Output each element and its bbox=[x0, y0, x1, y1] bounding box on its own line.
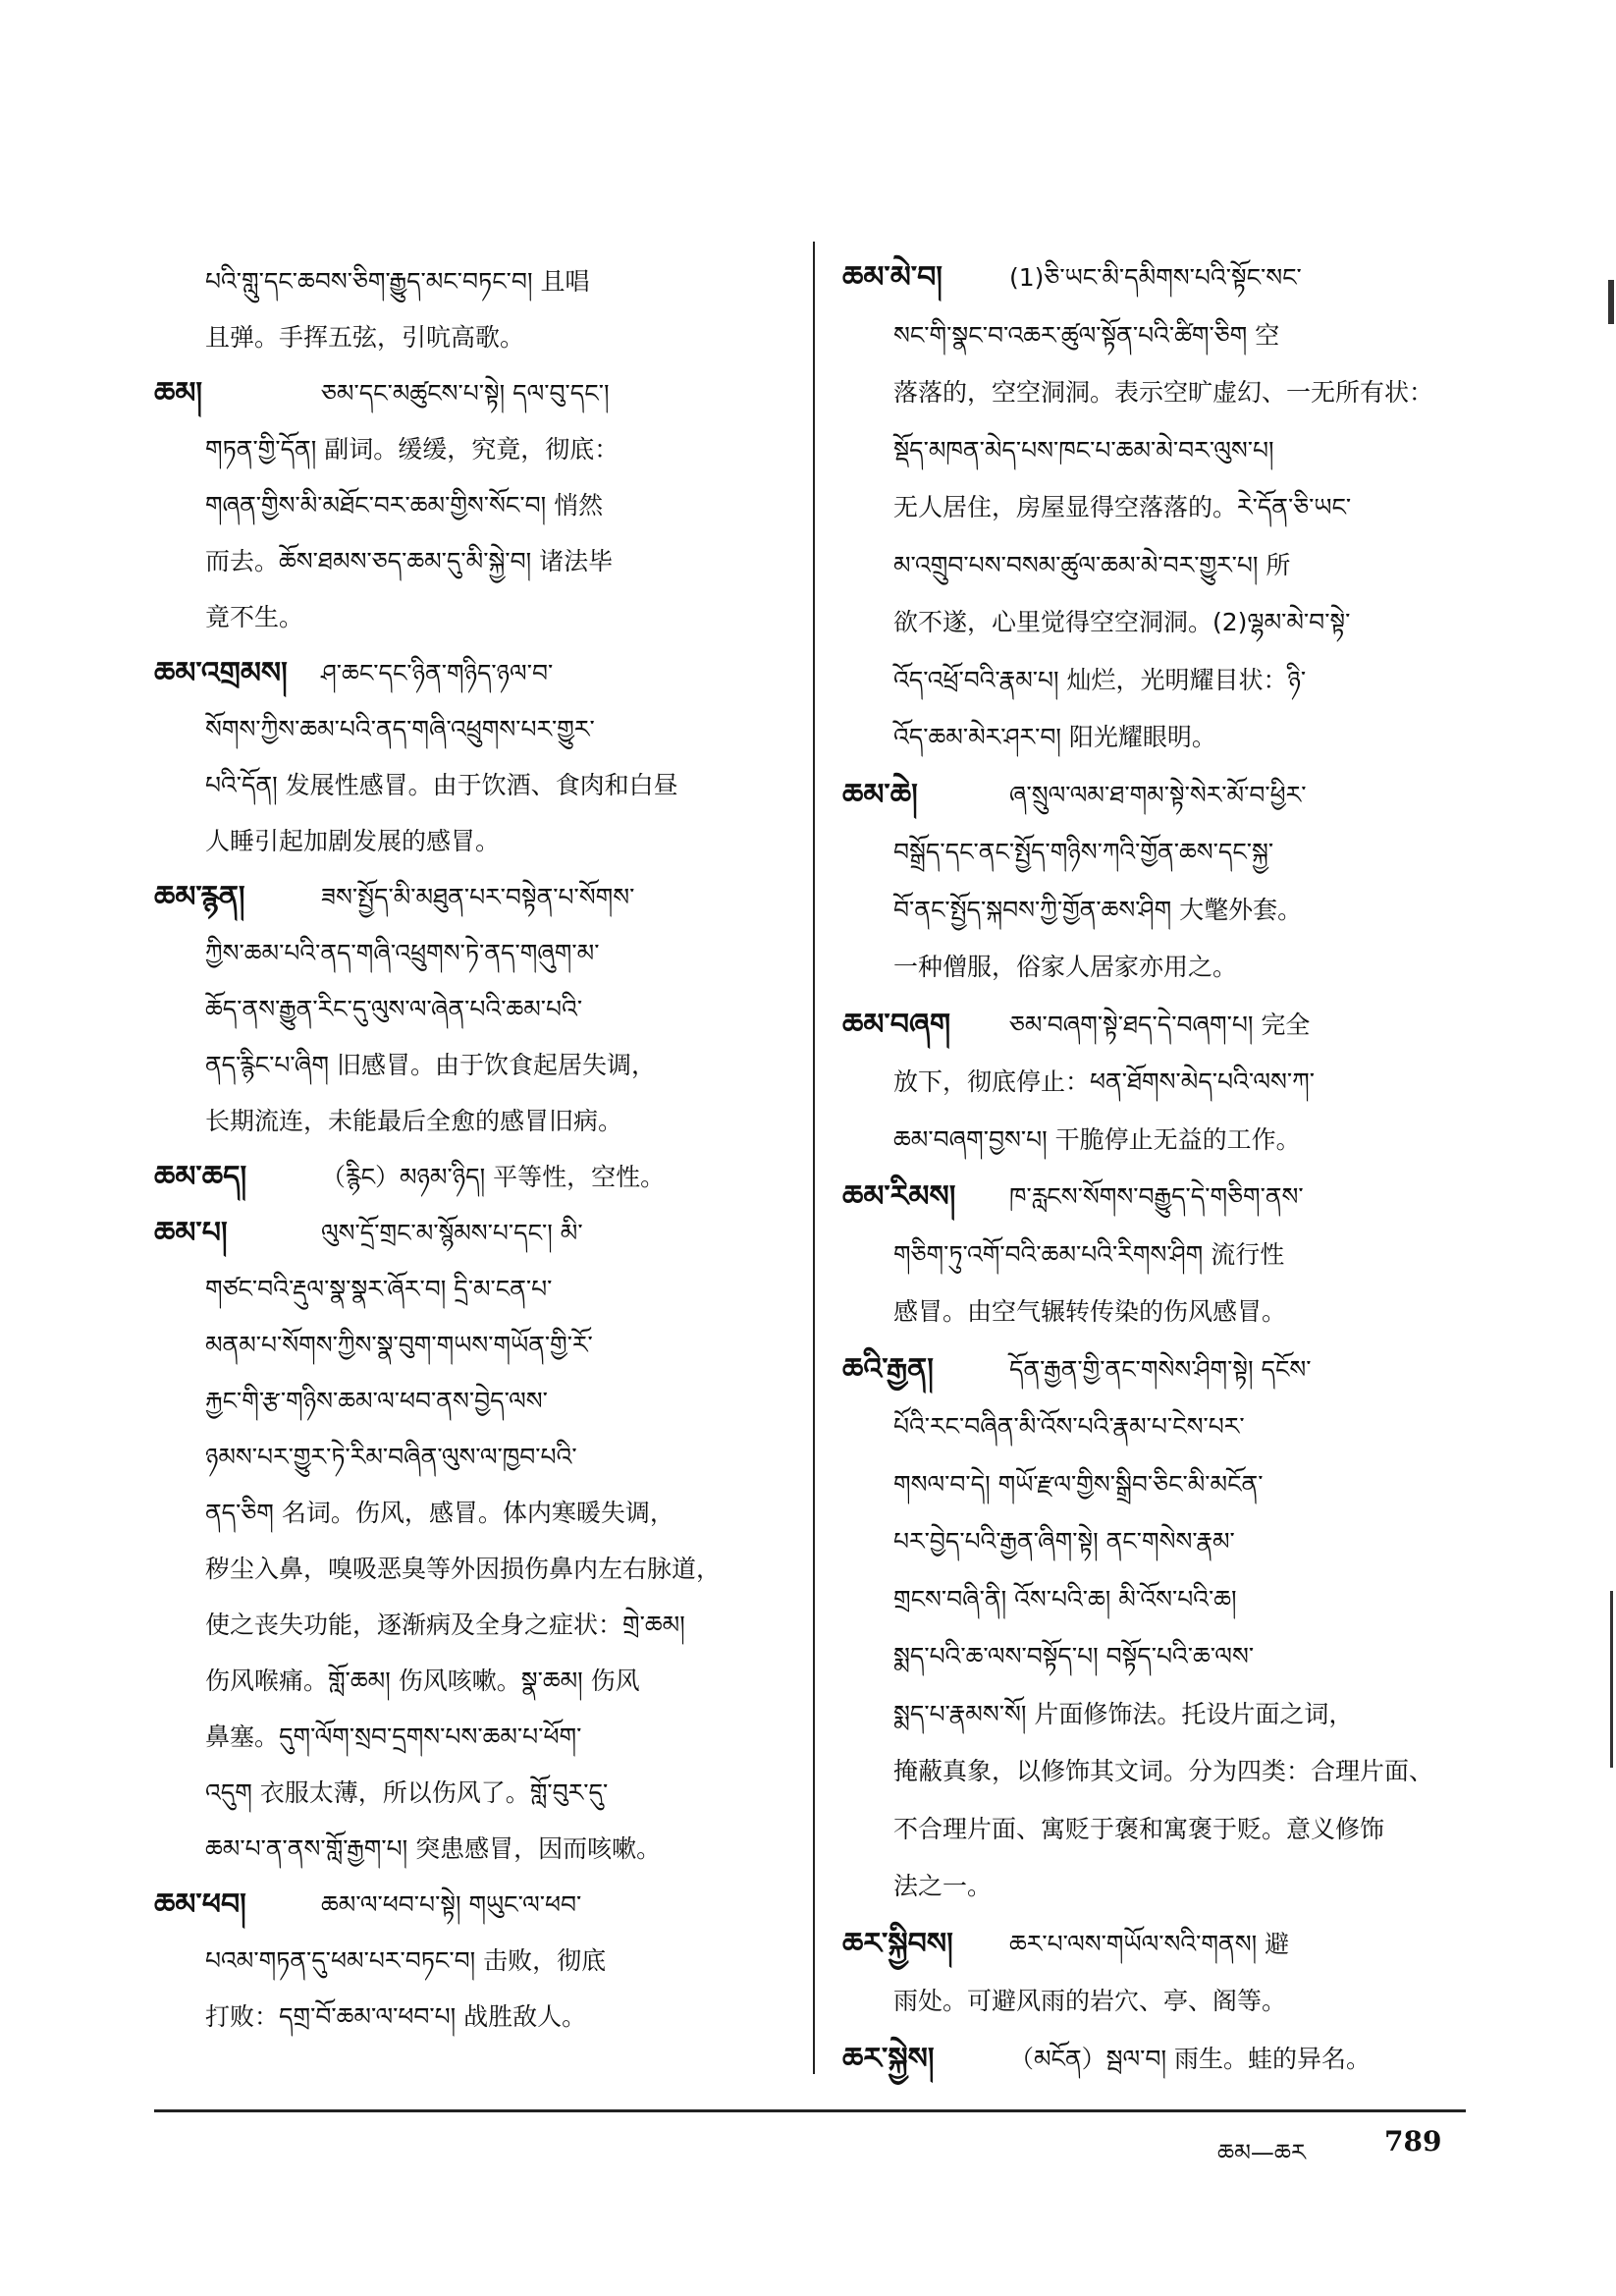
entry-first-line bbox=[842, 997, 1473, 1055]
entry-first-line bbox=[842, 1341, 1473, 1399]
dictionary-entry bbox=[154, 365, 776, 645]
definition-text: 长期流连，未能最后全愈的感冒旧病。 bbox=[205, 1107, 623, 1135]
dictionary-entry bbox=[842, 997, 1473, 1170]
dictionary-entry bbox=[842, 1169, 1473, 1341]
definition-text: སོགས་ཀྱིས་ཆམ་པའི་ནད་གཞི་འཕྲུགས་པར་གྱུར་ bbox=[205, 715, 595, 743]
definition-text: གཏན་གྱི་དོན། 副词。缓缓，究竟，彻底： bbox=[205, 435, 619, 464]
definition-text: 而去。ཆོས་ཐམས་ཅད་ཆམ་དུ་མི་སྐྱེ་བ། 诸法毕 bbox=[205, 547, 614, 575]
entry-line bbox=[842, 652, 1473, 710]
definition-text: 欲不遂，心里觉得空空洞洞。(2)ལྷམ་མེ་བ་སྟེ་ bbox=[893, 608, 1351, 636]
entry-line bbox=[842, 422, 1473, 480]
dictionary-entry bbox=[154, 645, 776, 869]
definition-text: པའི་དོན། 发展性感冒。由于饮酒、食肉和白昼 bbox=[205, 771, 678, 799]
definition-text: ཞ་སྲུལ་ལམ་ཐ་གམ་སྟེ་སེར་མོ་བ་ཕྱིར་ bbox=[1009, 780, 1307, 809]
definition-text: བོ་ནང་སྤྱོད་སྐབས་ཀྱི་གྱོན་ཆས་ཤིག 大氅外套。 bbox=[893, 895, 1303, 924]
definition-text: 雨处。可避风雨的岩穴、亭、阁等。 bbox=[893, 1987, 1287, 2015]
dictionary-entry bbox=[842, 1916, 1473, 2031]
entry-line bbox=[154, 477, 776, 533]
headword: ཆམ་རྙན། bbox=[154, 880, 245, 914]
entry-line bbox=[842, 1054, 1473, 1112]
definition-text: པའི་གླུ་དང་ཆབས་ཅིག་རྒྱུད་མང་བཏང་བ། 且唱 bbox=[205, 267, 590, 296]
definition-text: སྨད་པ་རྣམས་སོ། 片面修饰法。托设片面之词， bbox=[893, 1699, 1354, 1728]
dictionary-entry bbox=[842, 1341, 1473, 1916]
entry-line bbox=[842, 1227, 1473, 1285]
dictionary-entry bbox=[154, 869, 776, 1149]
headword: ཆམ་པ། bbox=[154, 1216, 228, 1250]
headword: ཆར་སྐྱིབས། bbox=[842, 1926, 953, 1961]
definition-text: ཆར་པ་ལས་གཡོལ་སའི་གནས། 避 bbox=[1009, 1929, 1290, 1958]
definition-text: བསྒྲོད་དང་ནང་སྤྱོད་གཉིས་ཀའི་གྱོན་ཆས་དང་སྐྱ་ bbox=[893, 838, 1274, 866]
definition-text: (1)ཅི་ཡང་མི་དམིགས་པའི་སྟོང་སང་ bbox=[1009, 263, 1302, 292]
entry-line bbox=[154, 421, 776, 477]
definition-text: ཀྱིས་ཆམ་པའི་ནད་གཞི་འཕྲུགས་ཏེ་ནད་གཞུག་མ་ bbox=[205, 939, 600, 967]
entry-line bbox=[154, 253, 776, 309]
entry-first-line bbox=[842, 767, 1473, 825]
definition-text: པོའི་རང་བཞིན་མི་འོས་པའི་རྣམ་པ་ངེས་པར་ bbox=[893, 1412, 1245, 1441]
entry-line bbox=[842, 882, 1473, 940]
entry-line bbox=[842, 1571, 1473, 1629]
dictionary-entry bbox=[842, 2031, 1473, 2089]
entry-line bbox=[154, 981, 776, 1037]
guide-words: ཆམ—ཆར bbox=[1217, 2139, 1306, 2166]
entry-first-line bbox=[154, 869, 776, 925]
definition-text: 一种僧服，俗家人居家亦用之。 bbox=[893, 953, 1238, 981]
definition-text: 感冒。由空气辗转传染的伤风感冒。 bbox=[893, 1297, 1287, 1326]
definition-text: ལུས་དྲོ་གྲང་མ་སྙོམས་པ་དང་། མི་ bbox=[321, 1219, 583, 1247]
entry-first-line bbox=[842, 249, 1473, 307]
entry-line bbox=[842, 479, 1473, 537]
footer-rule bbox=[154, 2109, 1466, 2112]
definition-text: འདུག 衣服太薄，所以伤风了。གློ་བུར་དུ་ bbox=[205, 1778, 609, 1807]
definition-text: ཆམ་པ་ན་ནས་གློ་རྒྱག་པ། 突患感冒，因而咳嗽。 bbox=[205, 1834, 662, 1863]
definition-text: 使之丧失功能，逐渐病及全身之症状：གྲེ་ཆམ། bbox=[205, 1611, 685, 1639]
entry-line bbox=[154, 1429, 776, 1485]
definition-text: གྲངས་བཞི་ནི། འོས་པའི་ཆ། མི་འོས་པའི་ཆ། bbox=[893, 1584, 1237, 1613]
entry-first-line bbox=[842, 1169, 1473, 1227]
headword: ཆའི་རྒྱན། bbox=[842, 1351, 934, 1387]
entry-line bbox=[842, 1686, 1473, 1744]
definition-text: སང་གི་སྣང་བ་འཆར་ཚུལ་སྟོན་པའི་ཚིག་ཅིག 空 bbox=[893, 320, 1280, 350]
definition-text: 放下，彻底停止：ཕན་ཐོགས་མེད་པའི་ལས་ཀ་ bbox=[893, 1067, 1315, 1096]
entry-line bbox=[842, 1112, 1473, 1170]
entry-line bbox=[154, 1317, 776, 1373]
entry-line bbox=[154, 1037, 776, 1093]
entry-line bbox=[154, 813, 776, 869]
page-number: 789 bbox=[1384, 2125, 1442, 2158]
definition-text: 落落的，空空洞洞。表示空旷虚幻、一无所有状： bbox=[893, 378, 1434, 407]
entry-first-line bbox=[154, 1149, 776, 1205]
entry-line bbox=[842, 1743, 1473, 1801]
entry-line bbox=[154, 1989, 776, 2045]
headword: ཆམ་ཕབ། bbox=[154, 1887, 246, 1922]
entry-first-line bbox=[154, 365, 776, 421]
entry-line bbox=[842, 1973, 1473, 2031]
definition-text: གཞན་གྱིས་མི་མཐོང་བར་ཆམ་གྱིས་སོང་བ། 悄然 bbox=[205, 491, 604, 519]
definition-text: ཤ་ཆང་དང་ཉིན་གཉིད་ཉལ་བ་ bbox=[321, 659, 554, 687]
definition-text: 秽尘入鼻，嗅吸恶臭等外因损伤鼻内左右脉道， bbox=[205, 1555, 722, 1583]
entry-line bbox=[154, 1373, 776, 1429]
dictionary-entry bbox=[154, 253, 776, 365]
entry-line bbox=[154, 1933, 776, 1989]
definition-text: རྐྱང་གི་རྩ་གཉིས་ཆམ་ལ་ཕབ་ནས་བྱེད་ལས་ bbox=[205, 1387, 548, 1415]
entry-first-line bbox=[154, 645, 776, 701]
entry-first-line bbox=[154, 1205, 776, 1261]
entry-line bbox=[842, 537, 1473, 595]
entry-first-line bbox=[842, 2031, 1473, 2089]
entry-line bbox=[842, 1628, 1473, 1686]
definition-text: ཆམ་ལ་ཕབ་པ་སྟེ། གཡུང་ལ་ཕབ་ bbox=[321, 1890, 582, 1919]
definition-text: ནད་ཅིག 名词。伤风，感冒。体内寒暖失调， bbox=[205, 1499, 674, 1527]
entry-line bbox=[842, 1858, 1473, 1916]
definition-text: ཟས་སྤྱོད་མི་མཐུན་པར་བསྟེན་པ་སོགས་ bbox=[321, 883, 635, 911]
dictionary-entry bbox=[842, 767, 1473, 997]
entry-line bbox=[154, 589, 776, 645]
definition-text: མནམ་པ་སོགས་ཀྱིས་སྣ་བུག་གཡས་གཡོན་གྱི་རོ་ bbox=[205, 1331, 593, 1359]
entry-line bbox=[842, 594, 1473, 652]
entry-line bbox=[154, 309, 776, 365]
headword: ཆམ་ཆད། bbox=[154, 1160, 247, 1194]
entry-line bbox=[842, 364, 1473, 422]
entry-line bbox=[154, 1093, 776, 1149]
headword: ཆམ་རིམས། bbox=[842, 1179, 956, 1214]
entry-line bbox=[154, 925, 776, 981]
entry-line bbox=[154, 1597, 776, 1653]
definition-text: སྨད་པའི་ཆ་ལས་བསྟོད་པ། བསྟོད་པའི་ཆ་ལས་ bbox=[893, 1642, 1255, 1670]
definition-text: （རྙིང）མཉམ་ཉིད། 平等性，空性。 bbox=[321, 1163, 666, 1191]
entry-line bbox=[842, 1284, 1473, 1341]
headword: ཆམ་ཆེ། bbox=[842, 777, 918, 812]
definition-text: ཆམ་བཞག་བྱས་པ། 干脆停止无益的工作。 bbox=[893, 1124, 1301, 1154]
definition-text: 伤风喉痛。གློ་ཆམ། 伤风咳嗽。སྣ་ཆམ། 伤风 bbox=[205, 1667, 640, 1695]
definition-text: 竟不生。 bbox=[205, 603, 304, 631]
dictionary-entry bbox=[842, 249, 1473, 767]
entry-line bbox=[154, 701, 776, 757]
column-divider bbox=[813, 242, 815, 2074]
entry-line bbox=[154, 1541, 776, 1597]
entry-line bbox=[842, 939, 1473, 997]
entry-first-line bbox=[842, 1916, 1473, 1974]
headword: ཆམ། bbox=[154, 376, 203, 410]
entry-line bbox=[842, 1801, 1473, 1859]
entry-line bbox=[154, 1821, 776, 1877]
entry-line bbox=[842, 1456, 1473, 1514]
definition-text: ཅམ་བཞག་སྟེ་ཐད་དེ་བཞག་པ། 完全 bbox=[1009, 1010, 1311, 1039]
entry-line bbox=[154, 1765, 776, 1821]
definition-text: 且弹。手挥五弦，引吭高歌。 bbox=[205, 323, 525, 352]
definition-text: འོད་ཆམ་མེར་ཤར་བ། 阳光耀眼明。 bbox=[893, 723, 1216, 751]
definition-text: 掩蔽真象，以修饰其文词。分为四类：合理片面、 bbox=[893, 1757, 1434, 1785]
entry-line bbox=[842, 1513, 1473, 1571]
definition-text: 鼻塞。དུག་ལོག་སྲབ་དྲགས་པས་ཆམ་པ་ཕོག་ bbox=[205, 1722, 582, 1751]
definition-text: ནད་རྙིང་པ་ཞིག 旧感冒。由于饮食起居失调， bbox=[205, 1051, 656, 1079]
definition-text: སྡོད་མཁན་མེད་པས་ཁང་པ་ཆམ་མེ་བར་ལུས་པ། bbox=[893, 435, 1274, 465]
headword: ཆམ་བཞག bbox=[842, 1007, 951, 1042]
right-column bbox=[842, 249, 1473, 2088]
entry-line bbox=[842, 1398, 1473, 1456]
definition-text: གསལ་བ་དེ། གཡོ་རྫལ་གྱིས་སྒྲིབ་ཅིང་མི་མངོན་ bbox=[893, 1469, 1264, 1499]
scan-artifact bbox=[1608, 280, 1614, 324]
entry-line bbox=[154, 1709, 776, 1765]
entry-line bbox=[154, 533, 776, 589]
entry-line bbox=[154, 1653, 776, 1709]
entry-line bbox=[842, 709, 1473, 767]
entry-line bbox=[154, 1485, 776, 1541]
entry-first-line bbox=[154, 1877, 776, 1933]
headword: ཆམ་མེ་བ། bbox=[842, 260, 943, 295]
scan-artifact bbox=[1610, 1591, 1613, 1768]
definition-text: （མངོན）སྦལ་བ། 雨生。蛙的异名。 bbox=[1009, 2044, 1371, 2073]
definition-text: འོད་འཕྲོ་བའི་རྣམ་པ། 灿烂，光明耀目状：ཉི་ bbox=[893, 665, 1307, 694]
definition-text: 不合理片面、寓贬于褒和寓褒于贬。意义修饰 bbox=[893, 1814, 1385, 1843]
definition-text: མ་འགྲུབ་པས་བསམ་ཚུལ་ཆམ་མེ་བར་གྱུར་པ། 所 bbox=[893, 550, 1291, 579]
definition-text: པར་བྱེད་པའི་རྒྱན་ཞིག་སྟེ། ནང་གསེས་རྣམ་ bbox=[893, 1527, 1235, 1556]
definition-text: ཁ་རླངས་སོགས་བརྒྱུད་དེ་གཅིག་ནས་ bbox=[1009, 1182, 1304, 1211]
definition-text: ཅམ་དང་མཚུངས་པ་སྟེ། དལ་བུ་དང་། bbox=[321, 379, 610, 408]
entry-line bbox=[154, 757, 776, 813]
dictionary-entry bbox=[154, 1205, 776, 1877]
entry-line bbox=[154, 1261, 776, 1317]
definition-text: དོན་རྒྱན་གྱི་ནང་གསེས་ཤིག་སྟེ། དངོས་ bbox=[1009, 1354, 1312, 1384]
entry-line bbox=[842, 824, 1473, 882]
headword: ཆར་སྐྱེས། bbox=[842, 2041, 935, 2076]
headword: ཆམ་འགྲམས། bbox=[154, 656, 288, 690]
dictionary-entry bbox=[154, 1877, 776, 2045]
definition-text: པའམ་གཏན་དུ་ཕམ་པར་བཏང་བ། 击败，彻底 bbox=[205, 1946, 607, 1975]
definition-text: ཉམས་པར་གྱུར་ཏེ་རིམ་བཞིན་ལུས་ལ་ཁྱབ་པའི་ bbox=[205, 1443, 577, 1471]
dictionary-entry bbox=[154, 1149, 776, 1205]
entry-line bbox=[842, 307, 1473, 365]
definition-text: ཆོད་ནས་རྒྱུན་རིང་དུ་ལུས་ལ་ཞེན་པའི་ཆམ་པའི་ bbox=[205, 995, 583, 1023]
definition-text: 法之一。 bbox=[893, 1872, 993, 1900]
definition-text: 无人居住，房屋显得空落落的。རེ་དོན་ཅི་ཡང་ bbox=[893, 493, 1352, 521]
left-column bbox=[154, 253, 776, 2045]
definition-text: 打败：དགྲ་བོ་ཆམ་ལ་ཕབ་པ། 战胜敌人。 bbox=[205, 2002, 587, 2031]
definition-text: གཅིག་ཏུ་འགོ་བའི་ཆམ་པའི་རིགས་ཤིག 流行性 bbox=[893, 1239, 1285, 1269]
definition-text: གཙང་བའི་རྡུལ་སྣ་སྣར་ཞོར་བ། དྲི་མ་ངན་པ་ bbox=[205, 1275, 553, 1303]
definition-text: 人睡引起加剧发展的感冒。 bbox=[205, 827, 501, 855]
